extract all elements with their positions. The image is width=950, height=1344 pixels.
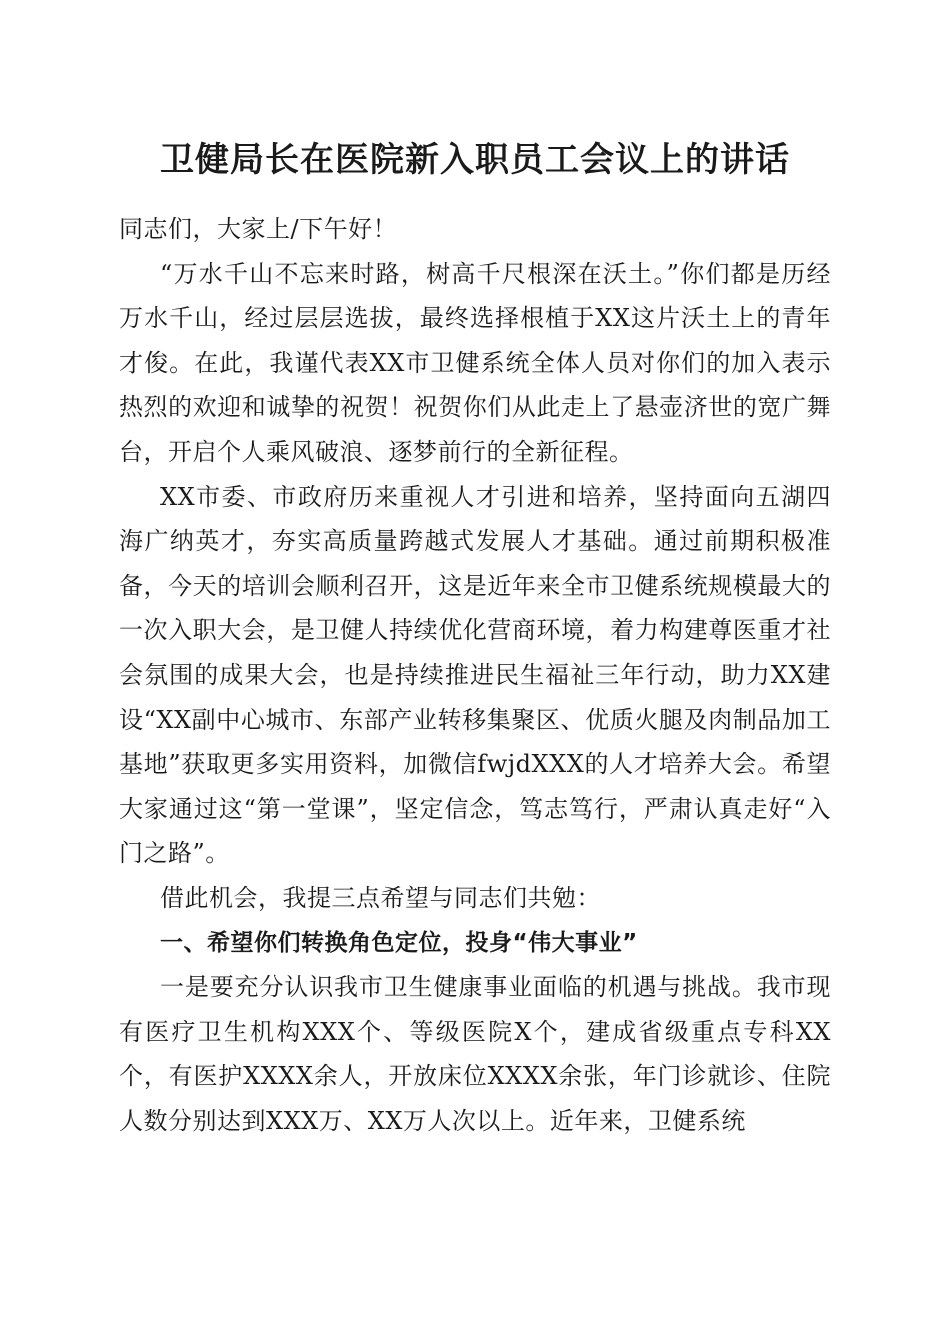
welcome-paragraph: “万水千山不忘来时路，树高千尺根深在沃土。”你们都是历经万水千山，经过层层选拔，最终选择根植于XX这片沃土上的青年才俊。在此，我谨代表XX市卫健系统全体人员对你们的加入表示热烈的欢迎和诚挚的祝贺！祝贺你们从此走上了悬壶济世的宽广舞台，开启个人乘风破浪、逐梦前行的全新征程。 (119, 259, 831, 466)
greeting-paragraph: 同志们，大家上/下午好！ (119, 215, 398, 243)
document-body (119, 207, 831, 1143)
document-title: 卫健局长在医院新入职员工会议上的讲话 (160, 140, 790, 180)
opportunity-paragraph: 一是要充分认识我市卫生健康事业面临的机遇与挑战。我市现有医疗卫生机构XXX个、等级医院X个，建成省级重点专科XX个，有医护XXXX余人，开放床位XXXX余张，年门诊就诊、住院人数分别达到XXX万、XX万人次以上。近年来，卫健系统 (119, 973, 831, 1135)
section-heading-1: 一、希望你们转换角色定位，投身“伟大事业” (160, 929, 638, 956)
expectations-intro-paragraph: 借此机会，我提三点希望与同志们共勉： (160, 883, 601, 912)
document-page (119, 0, 831, 1344)
talent-policy-paragraph: XX市委、市政府历来重视人才引进和培养，坚持面向五湖四海广纳英才，夯实高质量跨越式发展人才基础。通过前期积极准备，今天的培训会顺利召开，这是近年来全市卫健系统规模最大的一次入职大会，是卫健人持续优化营商环境，着力构建尊医重才社会氛围的成果大会，也是持续推进民生福祉三年行动，助力XX建设“XX副中心城市、东部产业转移集聚区、优质火腿及肉制品加工基地”获取更多实用资料，加微信fwjdXXX的人才培养大会。希望大家通过这“第一堂课”，坚定信念，笃志笃行，严肃认真走好“入门之路”。 (119, 482, 831, 868)
